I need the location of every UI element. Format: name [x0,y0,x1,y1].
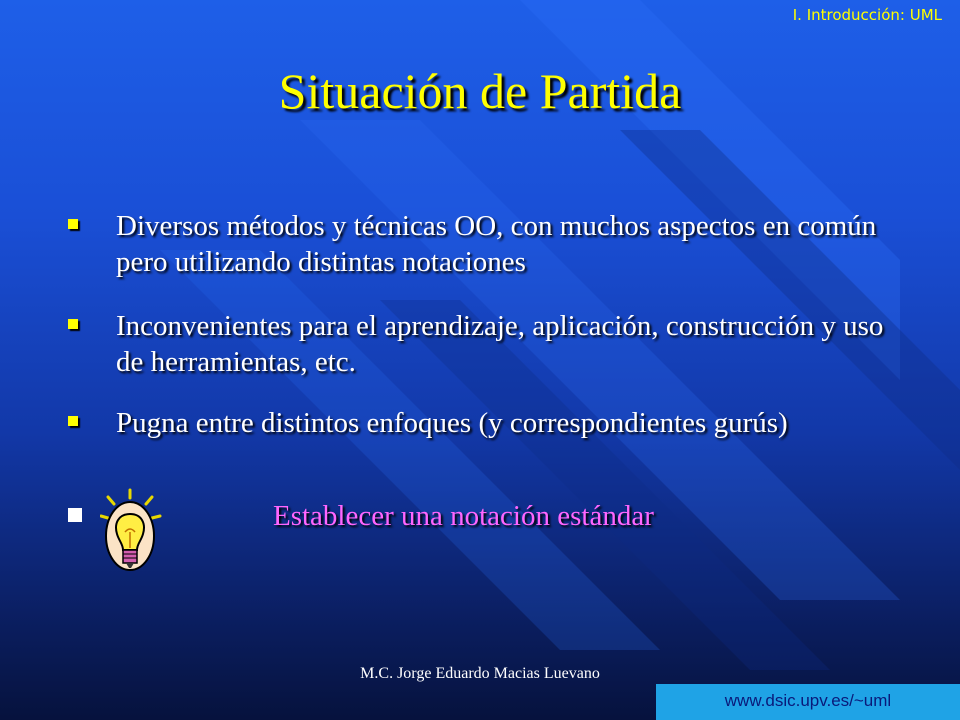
lightbulb-icon [100,488,162,580]
bullet-item [68,405,908,441]
bullet-item [68,308,908,380]
url-bar[interactable]: www.dsic.upv.es/~uml [656,684,960,720]
bullet-square-icon [68,416,78,426]
highlight-text: Establecer una notación estándar [273,500,654,532]
bullet-text: Diversos métodos y técnicas OO, con muchos aspectos en común pero utilizando distintas notaciones [116,210,877,278]
bullet-square-icon [68,319,78,329]
section-tag: I. Introducción: UML [792,6,942,24]
bullet-square-icon [68,508,82,522]
bullet-square-icon [68,219,78,229]
slide-title: Situación de Partida [278,63,682,119]
footer-author: M.C. Jorge Eduardo Macias Luevano [360,665,600,682]
bullet-text: Inconvenientes para el aprendizaje, aplicación, construcción y uso de herramientas, etc. [116,310,884,378]
bullet-item [68,208,908,280]
bullet-text: Pugna entre distintos enfoques (y correspondientes gurús) [116,407,788,439]
